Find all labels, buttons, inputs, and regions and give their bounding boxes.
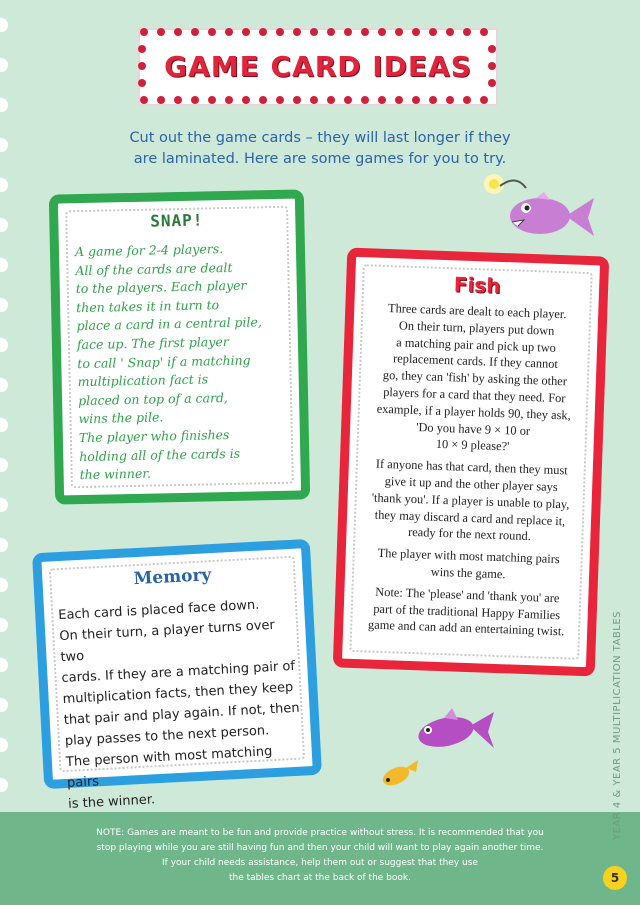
memory-card-text: Each card is placed face down. On their turn, a player turns over two cards. If they are a matching pair of multiplication facts, then they keep that pair and play again. If not, then play passes to the next person. The person with most matching pairs is the winner. <box>57 597 300 812</box>
banner-dot <box>378 28 386 36</box>
fish-card-title: Fish <box>453 272 501 298</box>
banner-dot <box>208 28 216 36</box>
yellow-fish-illustration <box>374 756 422 792</box>
banner-dot <box>327 28 335 36</box>
purple-fish-illustration <box>408 704 498 760</box>
fish-card-text <box>359 299 585 645</box>
fish-paragraph-2: If anyone has that card, then they must give it up and the other player says 'thank you'. If a player is unable to play, they may discard a card and replace it, ready for the next round. <box>371 456 570 544</box>
banner-dot <box>429 28 437 36</box>
snap-card-title: SNAP! <box>150 210 204 231</box>
banner-dot <box>191 28 199 36</box>
banner-dot <box>327 96 335 104</box>
banner-dot <box>276 28 284 36</box>
banner-dot <box>293 96 301 104</box>
fish-paragraph-3: The player with most matching pairs wins the game. <box>377 545 560 582</box>
intro-text: Cut out the game cards – they will last longer if they are laminated. Here are some games for you to try. <box>129 130 511 167</box>
snap-card-text: A game for 2-4 players. All of the cards are dealt to the players. Each player then takes it in turn to place a card in a central pile, face up. The first player to call ' Snap' if a matching multiplication fact is placed on top of a card, wins the pile. The player who finishes holding all of the cards is the winner. <box>74 241 262 483</box>
banner-dot <box>480 28 488 36</box>
banner-dot <box>412 28 420 36</box>
banner-dot <box>242 96 250 104</box>
banner-dot <box>208 96 216 104</box>
banner-dot <box>157 28 165 36</box>
banner-dot <box>259 28 267 36</box>
banner-dot <box>276 96 284 104</box>
banner-dot <box>310 28 318 36</box>
banner-dot <box>310 96 318 104</box>
banner-dot <box>412 96 420 104</box>
banner-dot <box>395 28 403 36</box>
banner-dot <box>140 28 148 36</box>
banner-dot <box>344 28 352 36</box>
banner-dot <box>344 96 352 104</box>
fish-card <box>333 248 609 677</box>
fish-paragraph-4: Note: The 'please' and 'thank you' are part of the traditional Happy Families game and can add an entertaining twist. <box>367 584 565 639</box>
banner-dot <box>378 96 386 104</box>
banner-dot <box>463 96 471 104</box>
angler-fish-illustration <box>478 168 602 248</box>
memory-card <box>32 539 322 812</box>
banner-dot <box>446 28 454 36</box>
banner-dot <box>361 28 369 36</box>
banner-dot <box>225 96 233 104</box>
banner-dot <box>463 28 471 36</box>
banner-dot <box>225 28 233 36</box>
banner-dot <box>361 96 369 104</box>
banner-dot <box>191 96 199 104</box>
banner-dot <box>429 96 437 104</box>
banner-dot <box>157 96 165 104</box>
banner-dot <box>140 96 148 104</box>
title-banner <box>138 28 498 106</box>
page-number-badge: 5 <box>603 866 627 890</box>
banner-dot <box>174 28 182 36</box>
banner-dot <box>174 96 182 104</box>
page-title: GAME CARD IDEAS <box>164 50 472 83</box>
memory-card-title: Memory <box>133 565 212 590</box>
banner-dot <box>395 96 403 104</box>
banner-dot <box>259 96 267 104</box>
banner-dot <box>480 96 488 104</box>
parent-note: NOTE: Games are meant to be fun and provide practice without stress. It is recommended that you stop playing while you are still having fun and then your child will want to play again another time. If your child needs assistance, help them out or suggest that they use the tables chart at the back of the book. <box>96 828 544 883</box>
banner-dot <box>446 96 454 104</box>
snap-card <box>49 189 310 504</box>
banner-dot <box>293 28 301 36</box>
fish-paragraph-1: Three cards are dealt to each player. On their turn, players put down a matching pair and pick up two replacement cards. If they cannot go, they can 'fish' by asking the other players for a card that they need. For example, if a player holds 90, they ask, 'Do you have 9 × 10 or 10 × 9 please?' <box>376 301 571 454</box>
banner-dot <box>242 28 250 36</box>
book-side-label: YEAR 4 & YEAR 5 MULTIPLICATION TABLES <box>612 610 623 840</box>
